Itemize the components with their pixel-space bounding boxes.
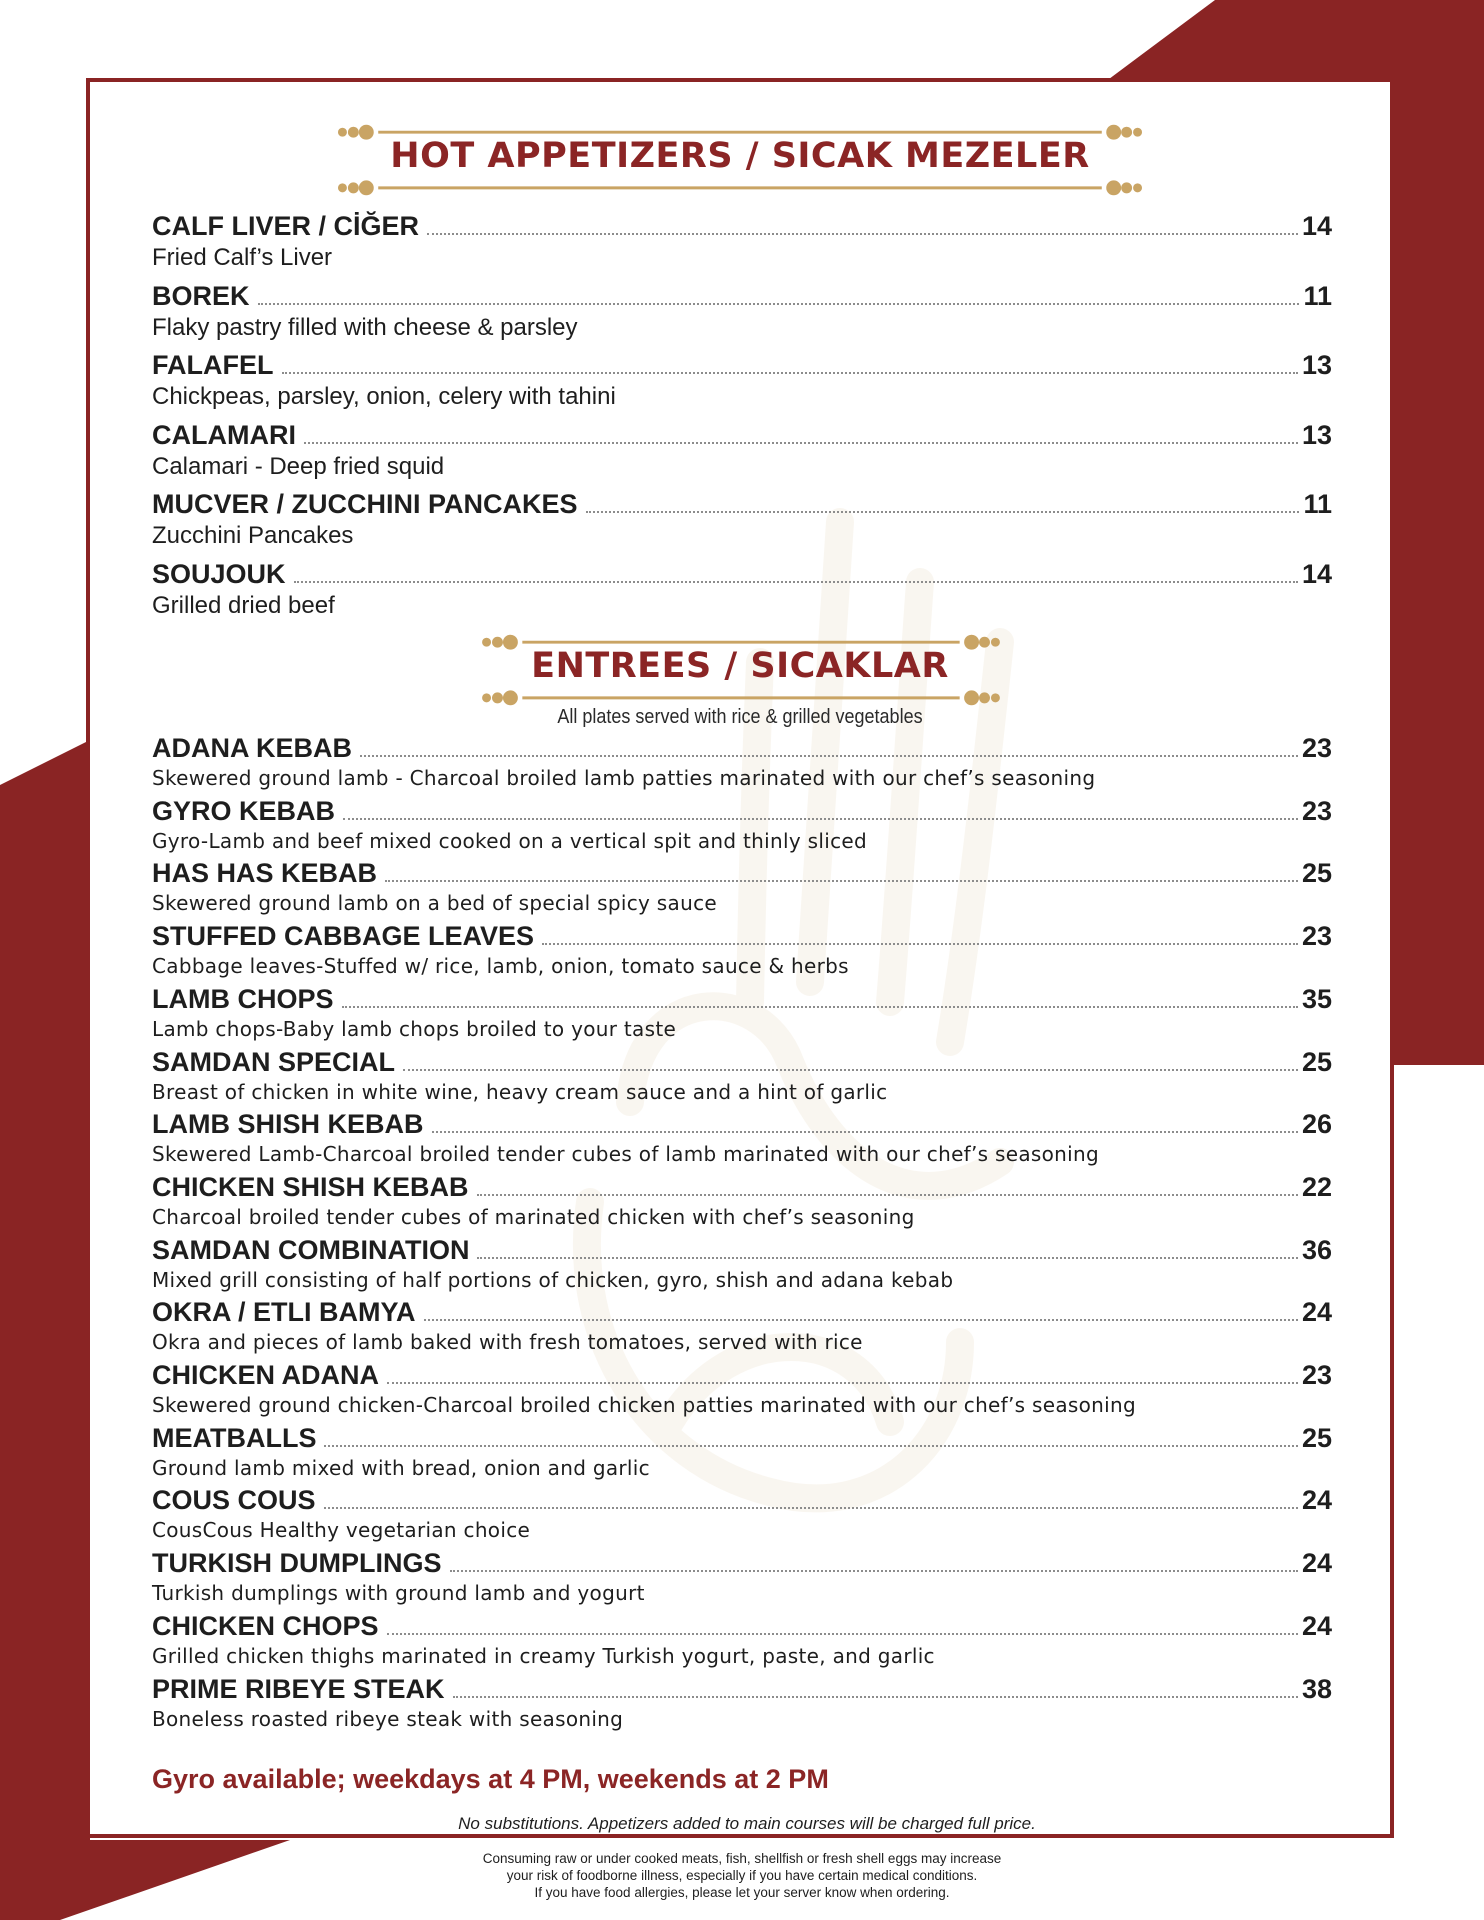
dot-leader xyxy=(387,1633,1298,1635)
item-name: TURKISH DUMPLINGS xyxy=(152,1548,442,1579)
dot-leader xyxy=(403,1069,1298,1071)
menu-item xyxy=(152,1610,1332,1668)
dot-leader xyxy=(542,943,1298,945)
item-price: 24 xyxy=(1301,1548,1332,1579)
menu-item xyxy=(152,983,1332,1041)
item-description: Skewered ground chicken-Charcoal broiled chicken patties marinated with our chef’s seasoning xyxy=(152,1393,1136,1417)
item-name: OKRA / ETLI BAMYA xyxy=(152,1297,416,1328)
item-name: BOREK xyxy=(152,281,250,311)
item-name: CHICKEN ADANA xyxy=(152,1360,379,1390)
dot-leader xyxy=(477,1194,1298,1196)
item-price: 35 xyxy=(1301,983,1332,1014)
item-name: ADANA KEBAB xyxy=(152,733,352,763)
food-safety-disclaimer xyxy=(0,1850,1484,1901)
dot-leader xyxy=(343,818,1298,820)
item-name: MEATBALLS xyxy=(152,1422,317,1453)
item-price: 23 xyxy=(1301,733,1332,763)
menu-item xyxy=(152,1171,1332,1229)
item-description: Grilled dried beef xyxy=(152,592,335,619)
dot-leader xyxy=(304,442,1298,444)
item-price: 11 xyxy=(1303,489,1332,519)
menu-item xyxy=(152,1673,1332,1731)
menu-item xyxy=(152,1046,1332,1104)
item-description: CousCous Healthy vegetarian choice xyxy=(152,1518,531,1543)
item-description: Lamb chops-Baby lamb chops broiled to your taste xyxy=(152,1016,677,1041)
menu-item xyxy=(152,857,1332,915)
menu-item xyxy=(152,210,1332,272)
item-description: Calamari - Deep fried squid xyxy=(152,453,445,480)
section-title: HOT APPETIZERS / SICAK MEZELER xyxy=(390,136,1090,176)
dot-leader xyxy=(453,1696,1298,1698)
dot-leader xyxy=(477,1257,1297,1259)
item-price: 25 xyxy=(1301,858,1332,889)
item-price: 13 xyxy=(1301,420,1332,450)
dot-leader xyxy=(586,511,1300,513)
item-name: SAMDAN COMBINATION xyxy=(152,1234,470,1265)
item-price: 25 xyxy=(1301,1046,1332,1077)
item-name: LAMB CHOPS xyxy=(152,983,334,1014)
disclaimer-line: your risk of foodborne illness, especially if you have certain medical conditions. xyxy=(506,1868,978,1883)
menu-item xyxy=(152,558,1332,620)
item-description: Skewered Lamb-Charcoal broiled tender cubes of lamb marinated with our chef’s seasoning xyxy=(152,1142,1099,1167)
item-price: 11 xyxy=(1303,281,1332,311)
item-name: MUCVER / ZUCCHINI PANCAKES xyxy=(152,489,578,519)
item-name: COUS COUS xyxy=(152,1485,316,1516)
disclaimer-line: If you have food allergies, please let your server know when ordering. xyxy=(534,1885,950,1900)
item-name: STUFFED CABBAGE LEAVES xyxy=(152,921,535,952)
substitution-note: No substitutions. Appetizers added to main courses will be charged full price. xyxy=(458,1814,1036,1833)
item-description: Chickpeas, parsley, onion, celery with tahini xyxy=(152,383,616,410)
dot-leader xyxy=(342,1006,1298,1008)
item-price: 25 xyxy=(1301,1422,1332,1453)
item-price: 24 xyxy=(1301,1485,1332,1516)
item-price: 24 xyxy=(1301,1610,1332,1641)
item-description: Gyro-Lamb and beef mixed cooked on a vertical spit and thinly sliced xyxy=(152,828,867,853)
menu-item xyxy=(152,1359,1332,1417)
dot-leader xyxy=(450,1570,1298,1572)
section-subtitle: All plates served with rice & grilled vegetables xyxy=(557,706,923,728)
item-name: SAMDAN SPECIAL xyxy=(152,1046,396,1077)
item-price: 14 xyxy=(1301,211,1332,241)
menu-item xyxy=(152,1422,1332,1480)
item-name: SOUJOUK xyxy=(152,559,286,589)
item-description: Boneless roasted ribeye steak with seasoning xyxy=(152,1706,624,1731)
disclaimer-line: Consuming raw or under cooked meats, fish, shellfish or fresh shell eggs may increase xyxy=(482,1851,1002,1866)
dot-leader xyxy=(427,233,1298,235)
dot-leader xyxy=(387,1382,1298,1384)
menu-item xyxy=(152,795,1332,853)
item-price: 26 xyxy=(1301,1109,1332,1140)
dot-leader xyxy=(324,1445,1297,1447)
item-name: FALAFEL xyxy=(152,350,274,380)
menu-item xyxy=(152,488,1332,550)
item-description: Turkish dumplings with ground lamb and yogurt xyxy=(152,1581,645,1606)
menu-item xyxy=(152,1296,1332,1354)
item-description: Okra and pieces of lamb baked with fresh tomatoes, served with rice xyxy=(152,1330,863,1355)
item-price: 13 xyxy=(1301,350,1332,380)
item-name: CALAMARI xyxy=(152,420,296,450)
item-price: 23 xyxy=(1301,795,1332,826)
item-name: CALF LIVER / CİĞER xyxy=(152,211,420,241)
item-name: CHICKEN SHISH KEBAB xyxy=(152,1171,469,1202)
menu-panel xyxy=(86,78,1394,1838)
dot-leader xyxy=(294,581,1298,583)
item-name: GYRO KEBAB xyxy=(152,795,336,826)
item-description: Breast of chicken in white wine, heavy cream sauce and a hint of garlic xyxy=(152,1079,888,1104)
menu-item xyxy=(152,732,1332,790)
gyro-availability-note: Gyro available; weekdays at 4 PM, weekends at 2 PM xyxy=(152,1764,829,1794)
menu-item xyxy=(152,1108,1332,1166)
item-description: Grilled chicken thighs marinated in creamy Turkish yogurt, paste, and garlic xyxy=(152,1643,935,1668)
menu-item xyxy=(152,419,1332,481)
item-price: 24 xyxy=(1301,1297,1332,1328)
dot-leader xyxy=(424,1319,1298,1321)
menu-item xyxy=(152,280,1332,342)
item-description: Cabbage leaves-Stuffed w/ rice, lamb, onion, tomato sauce & herbs xyxy=(152,954,849,979)
item-description: Zucchini Pancakes xyxy=(152,522,354,549)
item-price: 36 xyxy=(1301,1234,1332,1265)
item-description: Skewered ground lamb on a bed of special spicy sauce xyxy=(152,891,717,916)
dot-leader xyxy=(385,880,1298,882)
item-description: Fried Calf’s Liver xyxy=(152,244,333,271)
item-name: CHICKEN CHOPS xyxy=(152,1610,379,1641)
section-title: ENTREES / SICAKLAR xyxy=(531,646,949,686)
item-description: Mixed grill consisting of half portions of chicken, gyro, shish and adana kebab xyxy=(152,1267,954,1292)
item-description: Flaky pastry filled with cheese & parsley xyxy=(152,314,578,341)
item-price: 23 xyxy=(1301,1360,1332,1390)
menu-item xyxy=(152,1234,1332,1292)
menu-item xyxy=(152,349,1332,411)
item-name: PRIME RIBEYE STEAK xyxy=(152,1673,445,1704)
item-description: Ground lamb mixed with bread, onion and garlic xyxy=(152,1455,650,1480)
item-price: 38 xyxy=(1301,1673,1332,1704)
menu-item xyxy=(152,1484,1332,1542)
item-description: Charcoal broiled tender cubes of marinated chicken with chef’s seasoning xyxy=(152,1204,915,1229)
dot-leader xyxy=(258,303,1300,305)
menu-item xyxy=(152,920,1332,978)
item-name: LAMB SHISH KEBAB xyxy=(152,1109,424,1140)
item-price: 22 xyxy=(1301,1171,1332,1202)
item-price: 23 xyxy=(1301,921,1332,952)
item-name: HAS HAS KEBAB xyxy=(152,858,378,889)
item-description: Skewered ground lamb - Charcoal broiled lamb patties marinated with our chef’s seasoning xyxy=(152,766,1096,790)
item-price: 14 xyxy=(1301,559,1332,589)
dot-leader xyxy=(432,1131,1298,1133)
dot-leader xyxy=(282,372,1298,374)
dot-leader xyxy=(324,1507,1298,1509)
dot-leader xyxy=(360,755,1298,757)
menu-item xyxy=(152,1547,1332,1605)
